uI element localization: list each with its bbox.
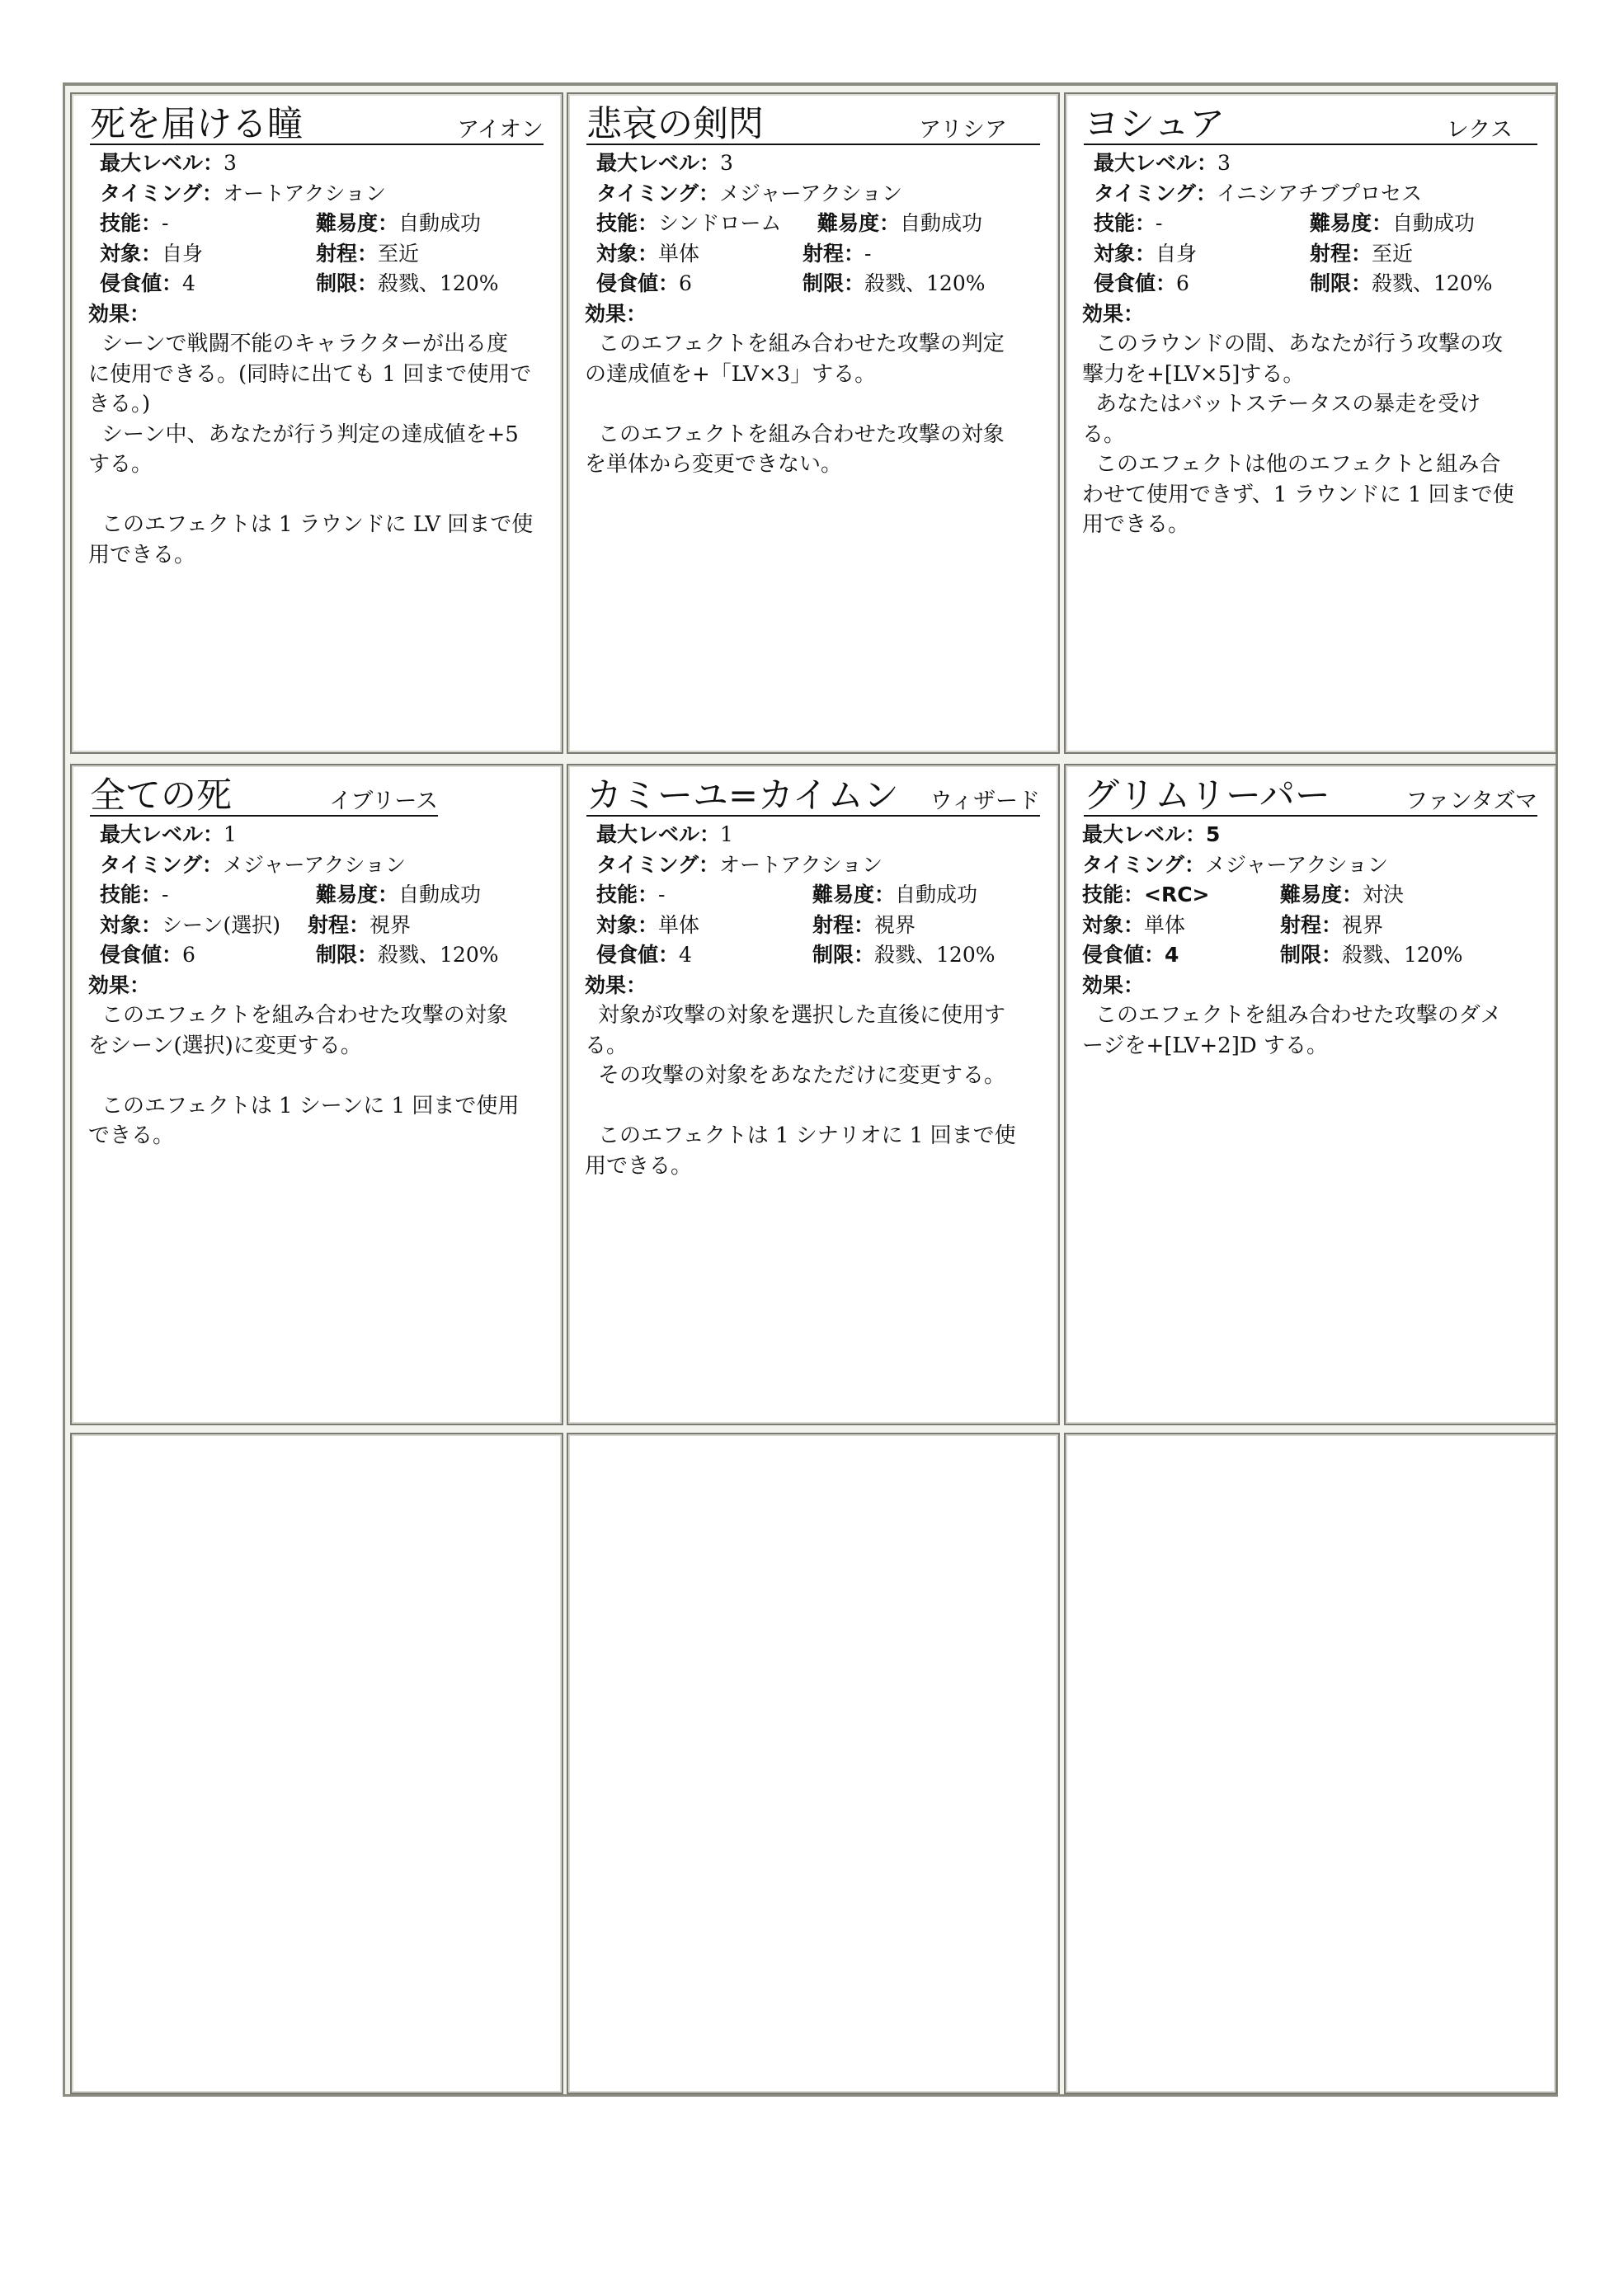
card-tag: アリシア: [919, 117, 1007, 143]
limit-value: 殺戮、120%: [1342, 943, 1463, 967]
card-body: [88, 148, 547, 570]
effect-line: このエフェクトを組み合わせた攻撃のダメ: [1095, 1003, 1502, 1028]
difficulty-label: 難易度：: [316, 883, 399, 906]
effect-line: あなたはバットステータスの暴走を受け: [1095, 392, 1481, 417]
timing-value: メジャーアクション: [719, 181, 903, 205]
card-title: グリムリーパー: [1084, 775, 1330, 817]
difficulty-label: 難易度：: [1310, 211, 1393, 235]
empty-card: [567, 1433, 1060, 2094]
range-value: 視界: [874, 912, 916, 937]
effect-line: 用できる。: [1082, 512, 1190, 537]
max-level-value: 5: [1206, 822, 1221, 846]
limit-value: 殺戮、120%: [874, 943, 996, 967]
card-header: [90, 106, 544, 145]
effect-line: このエフェクトは他のエフェクトと組み合: [1095, 452, 1501, 477]
effect-line: このエフェクトを組み合わせた攻撃の対象: [598, 421, 1005, 447]
effect-line: に使用できる。(同時に出ても 1 回まで使用で: [88, 361, 532, 387]
card-header: [1084, 106, 1537, 145]
effect-text: [585, 329, 1043, 480]
effect-label: 効果：: [88, 972, 151, 997]
limit-label: 制限：: [1310, 271, 1372, 295]
range-label: 射程：: [812, 912, 875, 937]
max-level-label: 最大レベル：: [100, 822, 224, 846]
encroach-value: 6: [1176, 271, 1189, 295]
encroach-label: 侵食値：: [100, 943, 183, 967]
effect-line: [585, 1091, 1043, 1122]
card-title: 悲哀の剣閃: [586, 104, 764, 145]
effect-card: [70, 764, 563, 1425]
difficulty-label: 難易度：: [1280, 883, 1363, 906]
effect-line: を単体から変更できない。: [585, 452, 843, 477]
target-value: シーン(選択): [162, 912, 281, 937]
effect-line: 撃力を+[LV×5]する。: [1082, 361, 1305, 387]
target-value: 自身: [162, 241, 204, 266]
timing-label: タイミング：: [596, 852, 720, 877]
effect-label: 効果：: [88, 301, 151, 326]
target-label: 対象：: [100, 912, 162, 937]
limit-value: 殺戮、120%: [864, 271, 986, 295]
card-header: [586, 777, 1040, 817]
card-title: 死を届ける瞳: [90, 104, 303, 145]
effect-text: [1082, 329, 1541, 540]
effect-line: ージを+[LV+2]D する。: [1082, 1033, 1328, 1058]
target-label: 対象：: [100, 241, 162, 266]
timing-label: タイミング：: [100, 181, 224, 205]
range-value: 至近: [1372, 241, 1414, 266]
encroach-value: 4: [1165, 943, 1179, 967]
card-tag: レクス: [1446, 117, 1513, 143]
max-level-label: 最大レベル：: [100, 151, 224, 175]
range-label: 射程：: [1280, 912, 1343, 937]
card-tag: ファンタズマ: [1405, 789, 1537, 814]
effect-label: 効果：: [585, 301, 647, 326]
difficulty-label: 難易度：: [316, 211, 399, 235]
max-level-value: 3: [224, 151, 237, 175]
range-value: 至近: [378, 241, 420, 266]
effect-line: をシーン(選択)に変更する。: [88, 1033, 362, 1058]
range-label: 射程：: [803, 241, 865, 266]
effect-line: このエフェクトを組み合わせた攻撃の対象: [101, 1003, 508, 1028]
encroach-value: 6: [182, 943, 195, 967]
skill-label: 技能：: [1082, 883, 1145, 906]
difficulty-value: 自動成功: [895, 883, 978, 906]
skill-value: -: [658, 883, 666, 906]
encroach-value: 4: [182, 271, 195, 295]
skill-value: -: [162, 211, 169, 235]
limit-label: 制限：: [812, 943, 875, 967]
effect-line: の達成値を+「LV×3」する。: [585, 361, 877, 387]
effect-line: わせて使用できず、1 ラウンドに 1 回まで使: [1082, 482, 1514, 507]
max-level-value: 3: [720, 151, 733, 175]
max-level-value: 3: [1217, 151, 1231, 175]
timing-value: イニシアチブプロセス: [1217, 181, 1423, 205]
card-title: カミーユ=カイムン: [586, 775, 899, 817]
difficulty-value: 自動成功: [398, 883, 482, 906]
effect-line: 用できる。: [88, 542, 196, 567]
card-header: [586, 106, 1040, 145]
effect-line: きる。): [88, 392, 151, 417]
range-label: 射程：: [316, 241, 379, 266]
skill-label: 技能：: [1094, 211, 1156, 235]
effect-label: 効果：: [585, 972, 647, 997]
card-tag: アイオン: [457, 117, 544, 143]
effect-line: シーンで戦闘不能のキャラクターが出る度: [101, 332, 508, 356]
difficulty-label: 難易度：: [817, 211, 901, 235]
skill-value: -: [162, 883, 169, 906]
effect-line: できる。: [88, 1123, 175, 1148]
encroach-label: 侵食値：: [596, 271, 680, 295]
max-level-label: 最大レベル：: [596, 151, 721, 175]
card-body: [88, 820, 547, 1151]
timing-value: メジャーアクション: [223, 852, 407, 877]
encroach-label: 侵食値：: [1094, 271, 1177, 295]
max-level-label: 最大レベル：: [596, 822, 721, 846]
effect-line: 用できる。: [585, 1153, 693, 1179]
target-value: 単体: [1144, 912, 1186, 937]
max-level-label: 最大レベル：: [1082, 822, 1207, 846]
card-tag: イブリース: [329, 789, 438, 814]
effect-line: シーン中、あなたが行う判定の達成値を+5: [101, 421, 519, 447]
skill-label: 技能：: [100, 211, 162, 235]
effect-line: このエフェクトは 1 シーンに 1 回まで使用: [101, 1093, 520, 1118]
range-label: 射程：: [1310, 241, 1372, 266]
encroach-label: 侵食値：: [596, 943, 680, 967]
difficulty-value: 対決: [1363, 883, 1405, 906]
effect-line: このエフェクトは 1 シナリオに 1 回まで使: [598, 1123, 1016, 1148]
effect-text: [88, 1001, 547, 1151]
skill-value: <RC>: [1144, 883, 1210, 906]
max-level-value: 1: [720, 822, 733, 846]
difficulty-label: 難易度：: [812, 883, 896, 906]
target-value: 単体: [658, 241, 700, 266]
effect-line: このエフェクトは 1 ラウンドに LV 回まで使: [101, 512, 534, 537]
limit-value: 殺戮、120%: [378, 271, 499, 295]
timing-label: タイミング：: [100, 852, 224, 877]
effect-card: [1064, 92, 1557, 754]
effect-line: このエフェクトを組み合わせた攻撃の判定: [598, 332, 1005, 356]
effect-line: [585, 389, 1043, 420]
skill-label: 技能：: [596, 883, 659, 906]
card-body: [1082, 820, 1541, 1061]
card-tag: ウィザード: [930, 789, 1040, 814]
card-title: 全ての死: [90, 775, 232, 817]
card-header: [1084, 777, 1537, 817]
skill-value: -: [1156, 211, 1163, 235]
effect-line: する。: [88, 452, 153, 477]
effect-text: [88, 329, 547, 570]
encroach-value: 4: [679, 943, 692, 967]
range-value: 視界: [1342, 912, 1384, 937]
difficulty-value: 自動成功: [398, 211, 482, 235]
timing-label: タイミング：: [1082, 852, 1206, 877]
range-value: -: [864, 241, 872, 266]
empty-card: [1064, 1433, 1557, 2094]
limit-label: 制限：: [1280, 943, 1343, 967]
max-level-value: 1: [224, 822, 237, 846]
target-label: 対象：: [596, 912, 659, 937]
effect-text: [1082, 1001, 1541, 1061]
timing-label: タイミング：: [1094, 181, 1217, 205]
card-sheet: [63, 82, 1558, 2097]
card-body: [1082, 148, 1541, 540]
effect-card: [567, 92, 1060, 754]
effect-line: る。: [585, 1033, 628, 1058]
limit-value: 殺戮、120%: [1372, 271, 1493, 295]
effect-card: [1064, 764, 1557, 1425]
timing-value: オートアクション: [719, 852, 883, 877]
target-value: 自身: [1156, 241, 1198, 266]
empty-card: [70, 1433, 563, 2094]
effect-line: このラウンドの間、あなたが行う攻撃の攻: [1095, 332, 1504, 356]
timing-value: オートアクション: [223, 181, 387, 205]
card-body: [585, 820, 1043, 1181]
effect-line: る。: [1082, 421, 1126, 447]
effect-line: その攻撃の対象をあなただけに変更する。: [598, 1063, 1006, 1088]
effect-card: [567, 764, 1060, 1425]
range-label: 射程：: [308, 912, 370, 937]
limit-label: 制限：: [316, 271, 379, 295]
timing-label: タイミング：: [596, 181, 720, 205]
target-label: 対象：: [1094, 241, 1156, 266]
effect-line: 対象が攻撃の対象を選択した直後に使用す: [598, 1003, 1006, 1028]
effect-line: [88, 1061, 547, 1091]
limit-value: 殺戮、120%: [378, 943, 499, 967]
encroach-value: 6: [679, 271, 692, 295]
skill-label: 技能：: [100, 883, 162, 906]
limit-label: 制限：: [316, 943, 379, 967]
target-label: 対象：: [596, 241, 659, 266]
encroach-label: 侵食値：: [1082, 943, 1165, 967]
effect-label: 効果：: [1082, 972, 1145, 997]
skill-label: 技能：: [596, 211, 659, 235]
limit-label: 制限：: [803, 271, 865, 295]
skill-value: シンドローム: [658, 211, 782, 235]
max-level-label: 最大レベル：: [1094, 151, 1218, 175]
range-value: 視界: [370, 912, 412, 937]
encroach-label: 侵食値：: [100, 271, 183, 295]
timing-value: メジャーアクション: [1205, 852, 1389, 877]
target-label: 対象：: [1082, 912, 1145, 937]
effect-label: 効果：: [1082, 301, 1145, 326]
target-value: 単体: [658, 912, 700, 937]
card-body: [585, 148, 1043, 480]
effect-line: [88, 480, 547, 511]
effect-card: [70, 92, 563, 754]
difficulty-value: 自動成功: [900, 211, 983, 235]
card-title: ヨシュア: [1084, 104, 1226, 145]
difficulty-value: 自動成功: [1392, 211, 1476, 235]
card-header: [90, 777, 438, 817]
effect-text: [585, 1001, 1043, 1181]
